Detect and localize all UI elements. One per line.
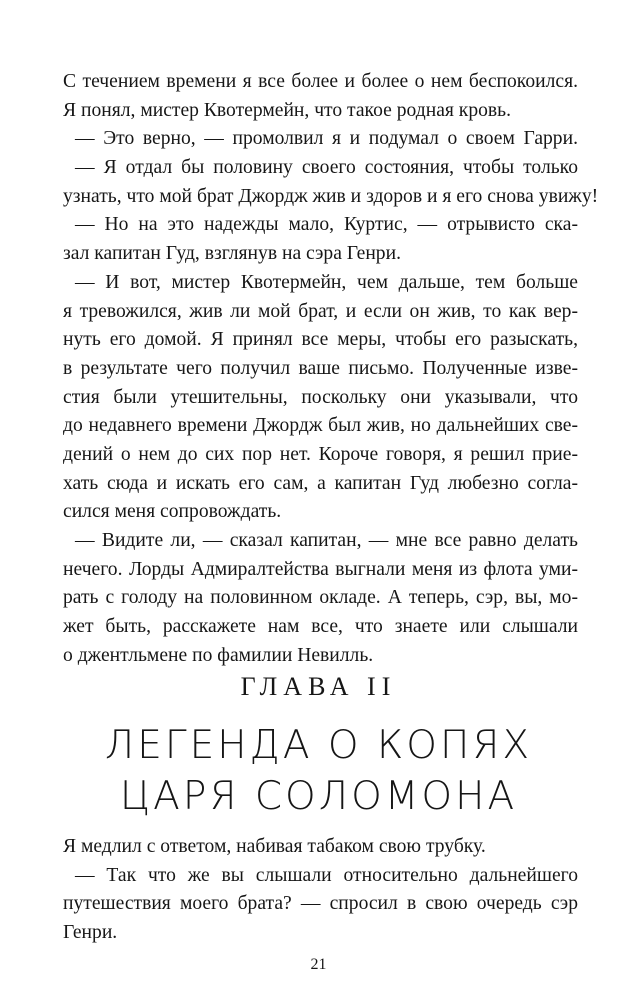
text-line: узнать, что мой брат Джордж жив и здоров и я его снова увижу! <box>63 185 599 207</box>
text-line: путешествия моего брата? — спросил в свою очередь сэр <box>63 893 578 915</box>
text-line: нуть его домой. Я принял все меры, чтобы его разыскать, <box>63 329 578 351</box>
text-line: до недавнего времени Джордж был жив, но дальнейших све- <box>63 415 578 437</box>
text-line: — И вот, мистер Квотермейн, чем дальше, тем больше <box>75 271 578 293</box>
text-line: — Это верно, — промолвил я и подумал о своем Гарри. <box>75 128 578 150</box>
text-line: нечего. Лорды Адмиралтейства выгнали меня из флота уми- <box>63 558 578 580</box>
chapter-text <box>63 833 578 948</box>
text-line: о джентльмене по фамилии Невилль. <box>63 644 374 666</box>
text-line: — Я отдал бы половину своего состояния, чтобы только <box>75 157 578 179</box>
text-line: стия были утешительны, поскольку они указывали, что <box>63 386 578 408</box>
text-line: — Но на это надежды мало, Куртис, — отрывисто ска- <box>75 214 578 236</box>
text-line: сился меня сопровождать. <box>63 501 282 523</box>
text-line: я тревожился, жив ли мой брат, и если он жив, то как вер- <box>63 300 578 322</box>
text-line: Генри. <box>63 922 118 944</box>
chapter-label: ГЛАВА II <box>240 672 397 701</box>
chapter-title-line: ЦАРЯ СОЛОМОНА <box>119 774 518 819</box>
text-line: С течением времени я все более и более о нем беспокоился. <box>63 71 578 92</box>
text-line: зал капитан Гуд, взглянув на сэра Генри. <box>63 243 401 265</box>
text-line: дений о нем до сих пор нет. Короче говоря, я решил прие- <box>63 443 578 465</box>
body-text <box>63 68 599 670</box>
text-line: Я медлил с ответом, набивая табаком свою трубку. <box>63 836 486 857</box>
chapter-title-line: ЛЕГЕНДА О КОПЯХ <box>104 723 533 768</box>
text-line: жет быть, расскажете нам все, что знаете или слышали <box>63 616 578 638</box>
text-line: хать сюда и искать его сам, а капитан Гуд любезно согла- <box>63 472 578 494</box>
text-line: — Так что же вы слышали относительно дальнейшего <box>75 864 578 886</box>
text-line: — Видите ли, — сказал капитан, — мне все равно делать <box>75 530 578 551</box>
text-line: в результате чего получил ваше письмо. Полученные изве- <box>63 357 578 379</box>
page-number: 21 <box>310 956 327 973</box>
text-line: рать с голоду на половинном окладе. А теперь, сэр, вы, мо- <box>63 587 578 609</box>
text-line: Я понял, мистер Квотермейн, что такое родная кровь. <box>63 99 512 121</box>
chapter-title <box>0 720 637 822</box>
